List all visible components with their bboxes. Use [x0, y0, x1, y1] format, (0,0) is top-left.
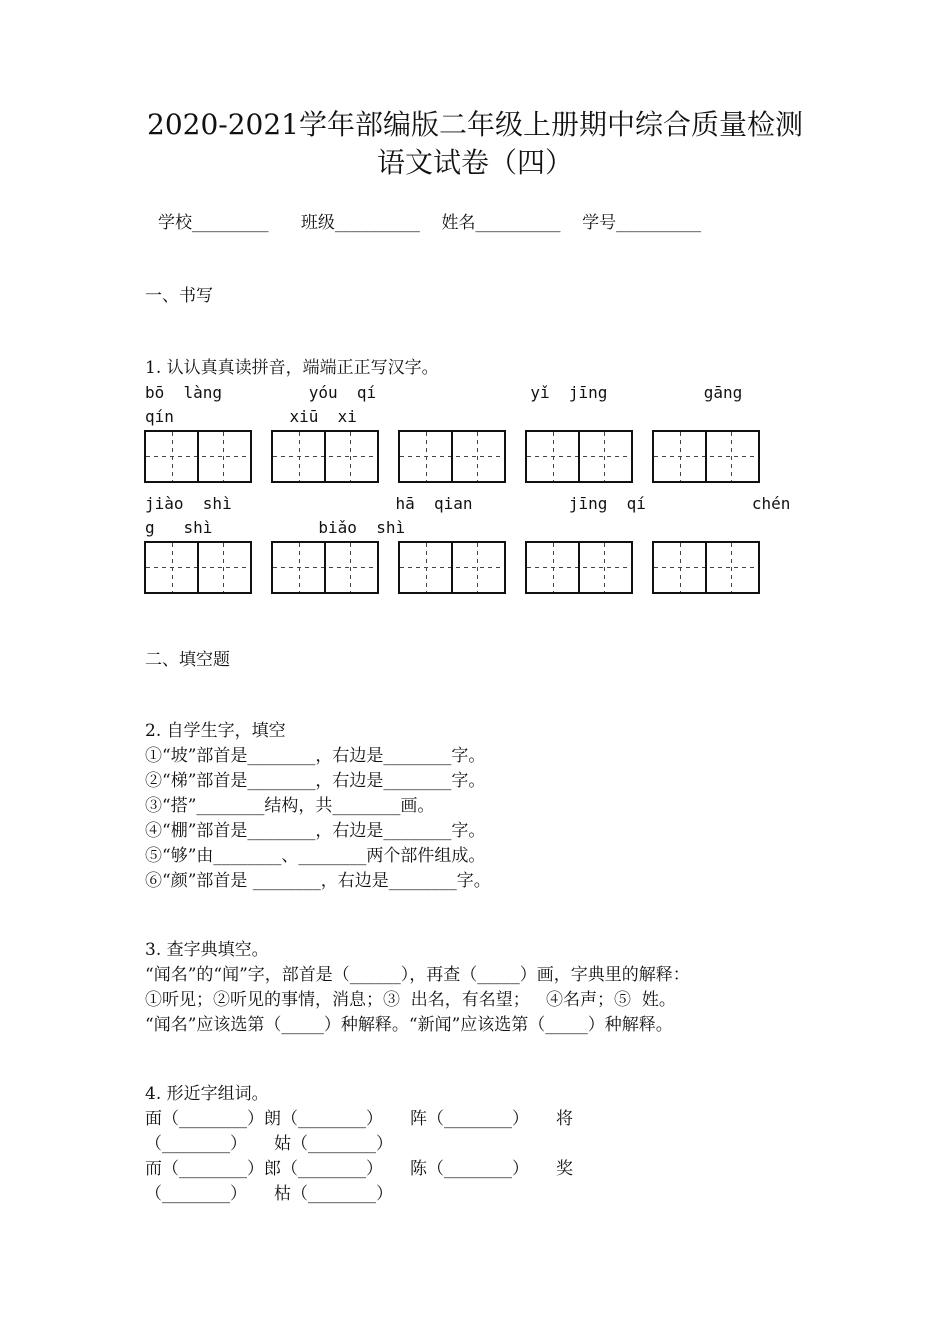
q2-prompt: 2. 自学生字，填空 — [145, 721, 286, 741]
writing-cell[interactable] — [525, 541, 633, 594]
exam-title-line2: 语文试卷（四） — [376, 146, 573, 179]
writing-cell[interactable] — [398, 541, 506, 594]
writing-cell[interactable] — [144, 430, 252, 483]
q2-line: ①“坡”部首是________，右边是________字。 — [145, 746, 486, 766]
q4-prompt: 4. 形近字组词。 — [145, 1084, 269, 1104]
writing-cell[interactable] — [271, 541, 379, 594]
writing-cell[interactable] — [398, 430, 506, 483]
q1-pinyin-row2b: g shì biǎo shì — [145, 518, 406, 537]
q1-prompt: 1. 认认真真读拼音，端端正正写汉字。 — [145, 358, 439, 378]
q4-line: （________） 姑（________） — [145, 1134, 394, 1154]
q2-line: ④“棚”部首是________，右边是________字。 — [145, 821, 486, 841]
writing-grid-row2 — [144, 541, 760, 594]
writing-grid-row1 — [144, 430, 760, 483]
q4-line: （________） 枯（________） — [145, 1184, 394, 1204]
writing-cell[interactable] — [144, 541, 252, 594]
q2-line: ②“梯”部首是________，右边是________字。 — [145, 771, 486, 791]
writing-cell[interactable] — [525, 430, 633, 483]
q2-line: ⑤“够”由________、________两个部件组成。 — [145, 846, 486, 866]
q3-prompt: 3. 查字典填空。 — [145, 940, 269, 960]
section1-heading: 一、书写 — [145, 286, 213, 306]
q1-pinyin-row2a: jiào shì hā qian jīng qí chén — [145, 494, 791, 513]
writing-cell[interactable] — [652, 541, 760, 594]
q2-line: ⑥“颜”部首是 ________，右边是________字。 — [145, 871, 491, 891]
q3-line: “闻名”应该选第（_____）种解释。“新闻”应该选第（_____）种解释。 — [145, 1015, 673, 1035]
q4-line: 面（________）朗（________） 阵（________） 将 — [145, 1109, 574, 1129]
q3-line: “闻名”的“闻”字，部首是（______），再查（_____）画，字典里的解释： — [145, 965, 690, 985]
writing-cell[interactable] — [652, 430, 760, 483]
q2-line: ③“搭”________结构，共________画。 — [145, 796, 435, 816]
q3-line: ①听见；②听见的事情，消息；③ 出名，有名望； ④名声；⑤ 姓。 — [145, 990, 676, 1010]
section2-heading: 二、填空题 — [145, 650, 230, 670]
student-info-line: 学校_________ 班级__________ 姓名__________ 学号__________ — [158, 213, 702, 233]
writing-cell[interactable] — [271, 430, 379, 483]
q1-pinyin-row1a: bō làng yóu qí yǐ jīng gāng — [145, 383, 743, 402]
q4-line: 而（________）郎（________） 陈（________） 奖 — [145, 1159, 574, 1179]
q1-pinyin-row1b: qín xiū xi — [145, 407, 357, 426]
exam-title-line1: 2020-2021学年部编版二年级上册期中综合质量检测 — [147, 108, 803, 141]
